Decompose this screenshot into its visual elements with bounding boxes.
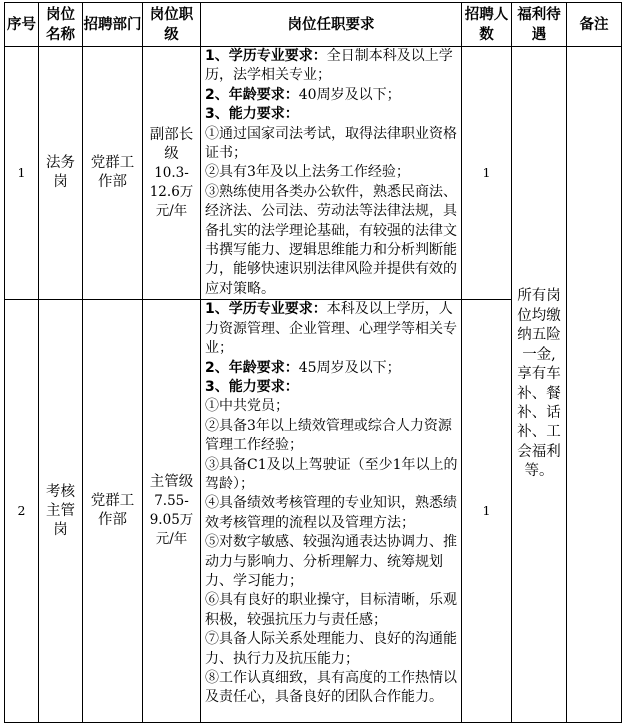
- row-no: 2: [5, 300, 39, 723]
- requirements-cell: [201, 300, 462, 723]
- edu-requirement: [205, 47, 458, 86]
- age-heading: 2、年龄要求：: [205, 86, 299, 103]
- ability-item: ⑥具有良好的职业操守，目标清晰，乐观积极，较强抗压力与责任感；: [205, 592, 457, 628]
- header-count: 招聘人数: [462, 3, 512, 47]
- ability-item: ③具备C1及以上驾驶证（至少1年以上的驾龄）；: [205, 456, 458, 492]
- header-remark: 备注: [567, 3, 622, 47]
- level-salary: 7.55-9.05万元/年: [149, 493, 194, 548]
- header-requirements: 岗位任职要求: [201, 3, 462, 47]
- ability-item: ③熟练使用各类办公软件，熟悉民商法、经济法、公司法、劳动法等法律法规，具备扎实的法学理论基础，有较强的法律文书撰写能力、逻辑思维能力和分析判断能力，能够快速识别法律风险并提供有效的应对策略。: [205, 183, 457, 297]
- ability-item: ⑧工作认真细致，具有高度的工作热情以及责任心，具备良好的团队合作能力。: [205, 670, 457, 706]
- table-row: [5, 47, 622, 300]
- ability-item: ⑤对数字敏感、较强沟通表达协调力、推动力与影响力、分析理解力、统筹规划力、学习能力；: [205, 534, 457, 589]
- level-title: 副部长级: [149, 126, 194, 162]
- row-count: 1: [462, 47, 512, 300]
- remark-cell: [567, 47, 622, 723]
- edu-text: 本科及以上学历，人力资源管理、企业管理、心理学等相关专业；: [205, 301, 457, 357]
- row-dept: 党群工作部: [83, 300, 143, 723]
- ability-item: ②具备3年以上绩效管理或综合人力资源管理工作经验；: [205, 417, 452, 454]
- ability-item: ④具备绩效考核管理的专业知识，熟悉绩效考核管理的流程以及管理方法；: [205, 495, 457, 531]
- row-post: 考核主管岗: [39, 300, 83, 723]
- recruitment-table: [4, 2, 622, 723]
- row-level: [143, 47, 201, 300]
- row-count: 1: [462, 300, 512, 723]
- age-requirement: [205, 359, 458, 378]
- edu-heading: 1、学历专业要求：: [205, 301, 327, 318]
- ability-heading: 3、能力要求：: [205, 378, 299, 395]
- row-dept: 党群工作部: [83, 47, 143, 300]
- ability-item: ②具有3年及以上法务工作经验；: [205, 164, 410, 181]
- level-salary: 10.3-12.6万元/年: [149, 164, 194, 219]
- row-level: [143, 300, 201, 723]
- level-title: 主管级: [149, 474, 194, 491]
- edu-text: 全日制本科及以上学历，法学相关专业；: [205, 48, 453, 84]
- edu-requirement: [205, 300, 458, 358]
- row-no: 1: [5, 47, 39, 300]
- welfare-cell: 所有岗位均缴纳五险一金,享有车补、餐补、话补、工会福利等。: [512, 47, 567, 723]
- header-dept: 招聘部门: [83, 3, 143, 47]
- ability-item: ①通过国家司法考试，取得法律职业资格证书；: [205, 125, 457, 162]
- ability-heading: 3、能力要求：: [205, 106, 299, 123]
- header-welfare: 福利待遇: [512, 3, 567, 47]
- age-text: 40周岁及以下；: [298, 86, 401, 103]
- ability-item: ⑦具备人际关系处理能力、良好的沟通能力、执行力及抗压能力；: [205, 631, 457, 667]
- edu-heading: 1、学历专业要求：: [205, 48, 327, 64]
- row-post: 法务岗: [39, 47, 83, 300]
- header-no: 序号: [5, 3, 39, 47]
- age-heading: 2、年龄要求：: [205, 359, 299, 376]
- header-row: [5, 3, 622, 47]
- header-level: 岗位职级: [143, 3, 201, 47]
- age-text: 45周岁及以下；: [298, 359, 401, 376]
- header-post: 岗位名称: [39, 3, 83, 47]
- ability-item: ①中共党员；: [205, 398, 289, 415]
- requirements-cell: [201, 47, 462, 300]
- age-requirement: [205, 86, 458, 105]
